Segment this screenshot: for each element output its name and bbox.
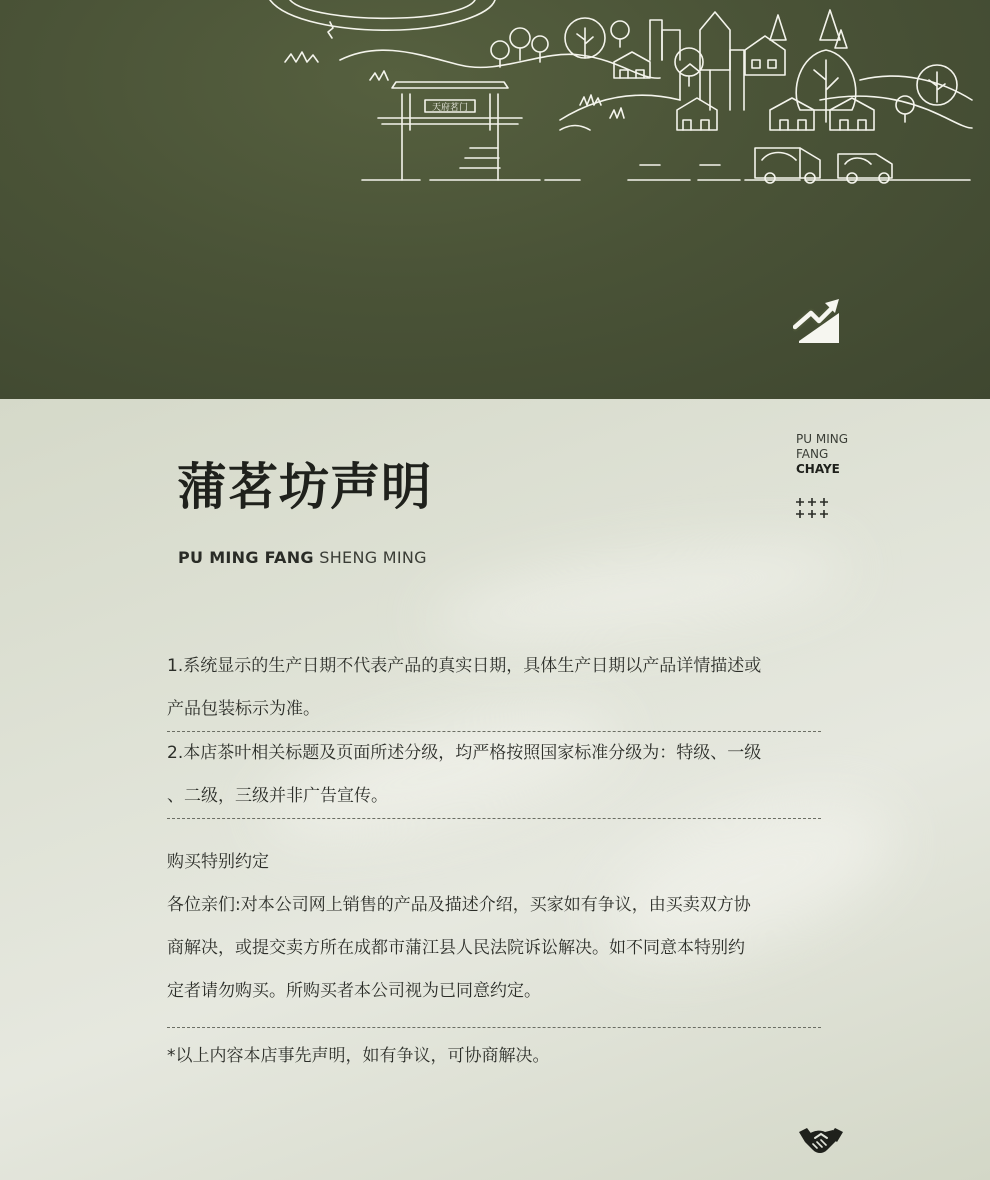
special-heading: 购买特别约定 (167, 852, 269, 872)
statement-1-line-1: 1.系统显示的生产日期不代表产品的真实日期，具体生产日期以产品详情描述或 (167, 656, 762, 676)
statement-content (167, 645, 821, 1078)
brand-line: CHAYE (796, 462, 840, 476)
brand-mark (796, 432, 848, 477)
special-line-2: 商解决，或提交卖方所在成都市蒲江县人民法院诉讼解决。如不同意本特别约 (167, 938, 745, 958)
statement-1-line-2: 产品包装标示为准。 (167, 699, 320, 719)
light-shadow (427, 530, 853, 658)
spacer (167, 1013, 821, 1027)
special-line-1: 各位亲们:对本公司网上销售的产品及描述介绍，买家如有争议，由买卖双方协 (167, 895, 751, 915)
plus-grid-icon (795, 496, 831, 520)
gate-sign-text: 天府茗门 (431, 103, 469, 113)
page-title: 蒲茗坊声明 (177, 457, 432, 516)
subtitle-light: SHENG MING (313, 548, 427, 567)
footer-note: *以上内容本店事先声明，如有争议，可协商解决。 (167, 1046, 550, 1066)
top-banner (0, 0, 990, 399)
tea-village-illustration (0, 0, 990, 200)
brand-line: PU MING (796, 432, 849, 446)
brand-line: FANG (796, 447, 829, 461)
page-subtitle (178, 548, 427, 567)
chart-growth-icon (793, 297, 843, 345)
special-line-3: 定者请勿购买。所购买者本公司视为已同意约定。 (167, 981, 541, 1001)
statement-2-line-1: 2.本店茶叶相关标题及页面所述分级，均严格按照国家标准分级为：特级、一级 (167, 743, 762, 763)
handshake-icon (797, 1124, 845, 1156)
spacer (167, 819, 821, 841)
spacer (167, 1028, 821, 1035)
subtitle-bold: PU MING FANG (178, 548, 314, 567)
statement-2-line-2: 、二级，三级并非广告宣传。 (167, 786, 388, 806)
